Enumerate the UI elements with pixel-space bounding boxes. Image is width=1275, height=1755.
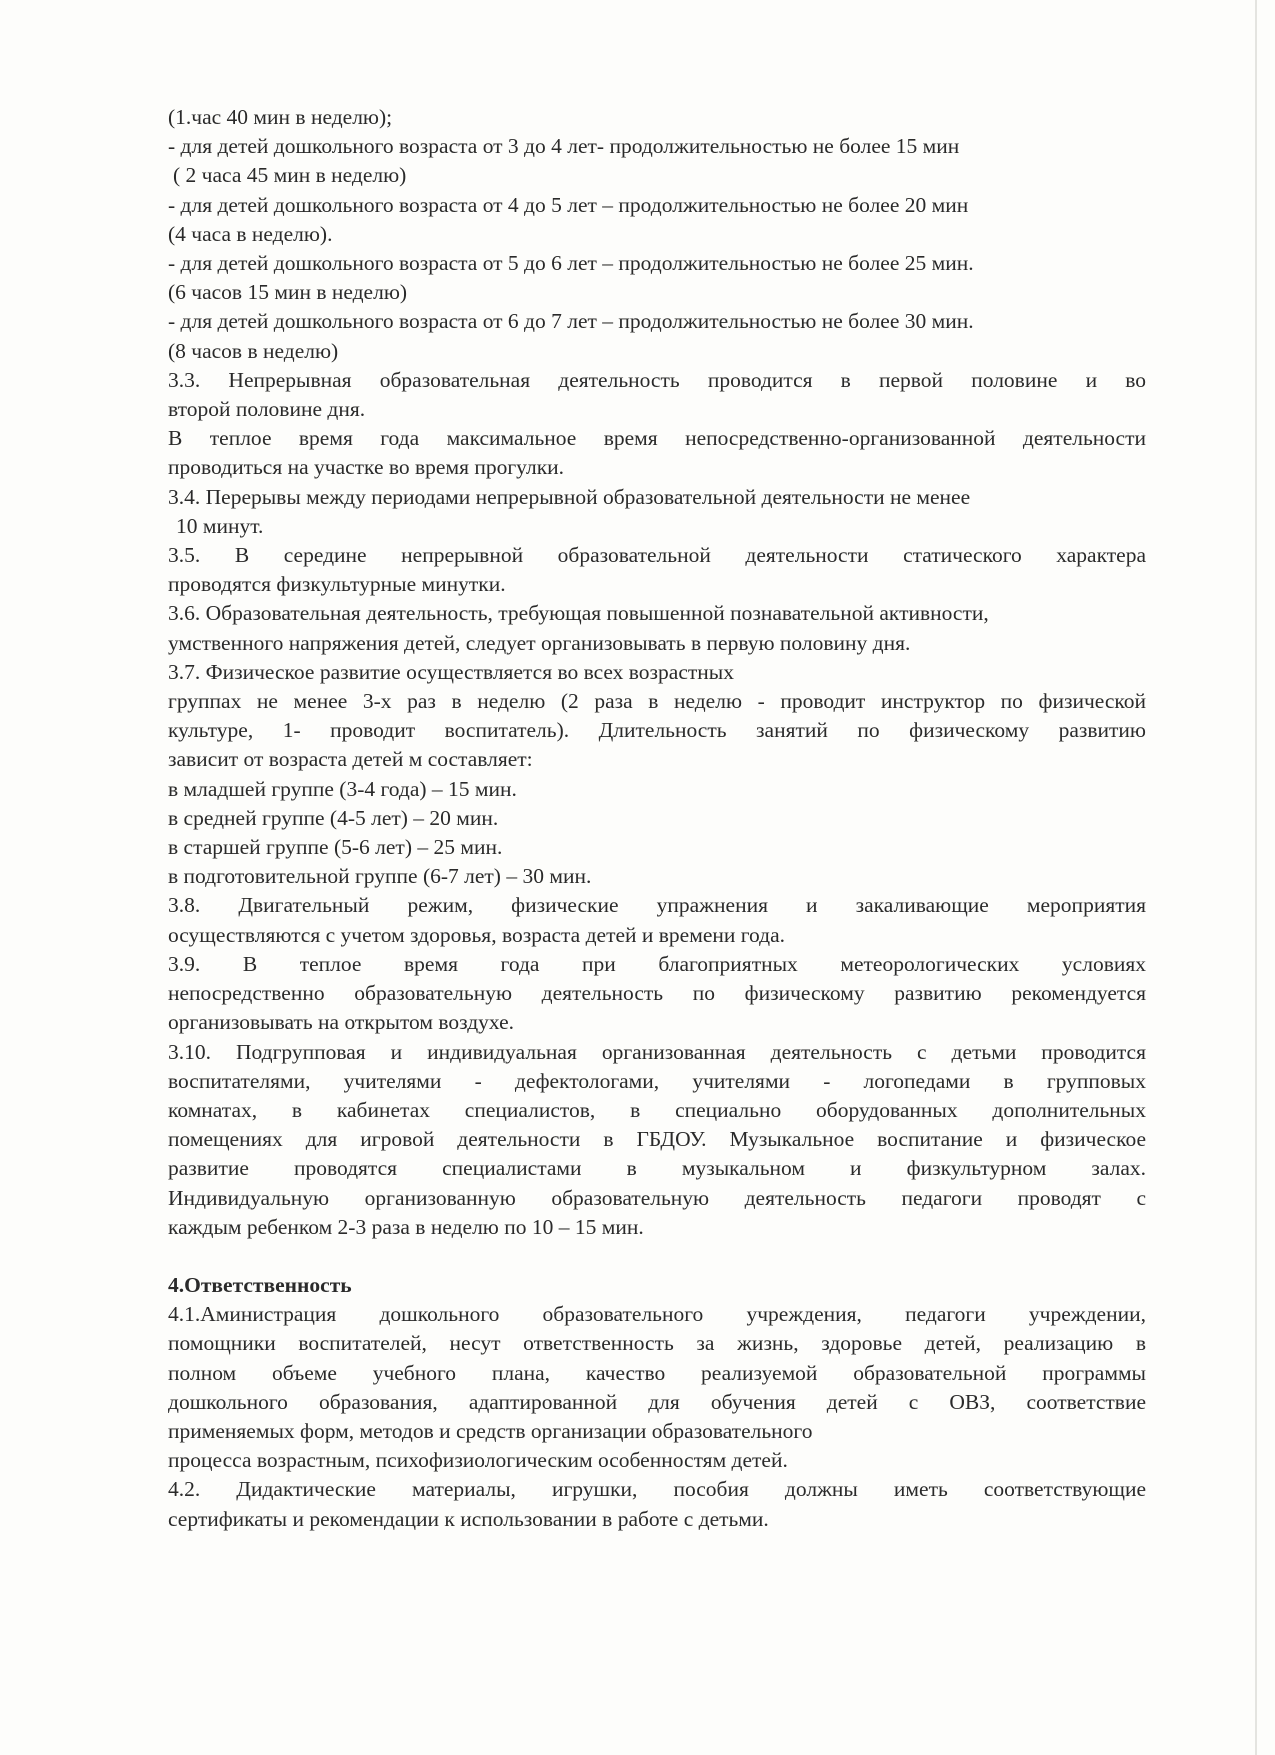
text-line: В теплое время года максимальное время непосредственно-организованной деятельности — [168, 426, 1146, 451]
text-line: - для детей дошкольного возраста от 4 до 5 лет – продолжительностью не более 20 мин — [168, 192, 969, 217]
text-line: (4 часа в неделю). — [168, 221, 333, 246]
text-line: 10 минут. — [176, 513, 264, 538]
text-line: зависит от возраста детей м составляет: — [168, 747, 533, 772]
text-line: 4.1.Аминистрация дошкольного образовательного учреждения, педагоги учреждении, — [168, 1302, 1146, 1327]
text-line: 3.4. Перерывы между периодами непрерывной образовательной деятельности не менее — [168, 484, 971, 509]
text-line: ( 2 часа 45 мин в неделю) — [173, 163, 407, 188]
text-line: в младшей группе (3-4 года) – 15 мин. — [168, 776, 517, 801]
scan-edge — [1255, 0, 1257, 1755]
text-line: 4.2. Дидактические материалы, игрушки, пособия должны иметь соответствующие — [168, 1477, 1146, 1502]
text-line: развитие проводятся специалистами в музыкальном и физкультурном залах. — [168, 1156, 1146, 1181]
document-body — [168, 103, 1146, 1534]
text-line: комнатах, в кабинетах специалистов, в специально оборудованных дополнительных — [168, 1097, 1146, 1122]
text-line: каждым ребенком 2-3 раза в неделю по 10 – 15 мин. — [168, 1214, 644, 1239]
text-line: дошкольного образования, адаптированной для обучения детей с ОВЗ, соответствие — [168, 1389, 1146, 1414]
text-line: (6 часов 15 мин в неделю) — [168, 280, 408, 305]
text-line: 3.5. В середине непрерывной образовательной деятельности статического характера — [168, 543, 1146, 568]
text-line: помещениях для игровой деятельности в ГБДОУ. Музыкальное воспитание и физическое — [168, 1127, 1146, 1152]
text-line: Индивидуальную организованную образовательную деятельность педагоги проводят с — [168, 1185, 1146, 1210]
text-line: в старшей группе (5-6 лет) – 25 мин. — [168, 835, 503, 860]
text-line: проводятся физкультурные минутки. — [168, 572, 506, 597]
text-line: проводиться на участке во время прогулки. — [168, 455, 565, 480]
text-line: в средней группе (4-5 лет) – 20 мин. — [168, 805, 499, 830]
text-line: процесса возрастным, психофизиологическим особенностям детей. — [168, 1448, 788, 1473]
text-line: осуществляются с учетом здоровья, возраста детей и времени года. — [168, 922, 786, 947]
text-line: умственного напряжения детей, следует организовывать в первую половину дня. — [168, 630, 911, 655]
text-line: 3.7. Физическое развитие осуществляется во всех возрастных — [168, 659, 734, 684]
text-line: (8 часов в неделю) — [168, 338, 339, 363]
text-line: организовывать на открытом воздухе. — [168, 1010, 515, 1035]
text-line: 3.6. Образовательная деятельность, требующая повышенной познавательной активности, — [168, 601, 989, 626]
text-line: помощники воспитателей, несут ответственность за жизнь, здоровье детей, реализацию в — [168, 1331, 1146, 1356]
text-line: - для детей дошкольного возраста от 3 до 4 лет- продолжительностью не более 15 мин — [168, 134, 960, 159]
text-line: 3.3. Непрерывная образовательная деятельность проводится в первой половине и во — [168, 367, 1146, 392]
text-line: второй половине дня. — [168, 397, 366, 422]
text-line: воспитателями, учителями - дефектологами, учителями - логопедами в групповых — [168, 1068, 1146, 1093]
section-heading: 4.Ответственность — [168, 1272, 352, 1297]
text-line: сертификаты и рекомендации к использовании в работе с детьми. — [168, 1506, 769, 1531]
text-line: полном объеме учебного плана, качество реализуемой образовательной программы — [168, 1360, 1146, 1385]
text-line: группах не менее 3-х раз в неделю (2 раза в неделю - проводит инструктор по физической — [168, 689, 1146, 714]
text-line: (1.час 40 мин в неделю); — [168, 105, 393, 129]
text-line: - для детей дошкольного возраста от 5 до 6 лет – продолжительностью не более 25 мин. — [168, 251, 974, 276]
paragraph-gap — [168, 1242, 1146, 1271]
text-line: 3.9. В теплое время года при благоприятных метеорологических условиях — [168, 951, 1146, 976]
text-line: применяемых форм, методов и средств организации образовательного — [168, 1418, 813, 1443]
text-line: 3.8. Двигательный режим, физические упражнения и закаливающие мероприятия — [168, 893, 1146, 918]
text-line: - для детей дошкольного возраста от 6 до 7 лет – продолжительностью не более 30 мин. — [168, 309, 974, 334]
text-line: культуре, 1- проводит воспитатель). Длительность занятий по физическому развитию — [168, 718, 1146, 743]
text-line: непосредственно образовательную деятельность по физическому развитию рекомендуется — [168, 981, 1146, 1006]
text-line: в подготовительной группе (6-7 лет) – 30 мин. — [168, 864, 592, 889]
text-line: 3.10. Подгрупповая и индивидуальная организованная деятельность с детьми проводится — [168, 1039, 1146, 1064]
